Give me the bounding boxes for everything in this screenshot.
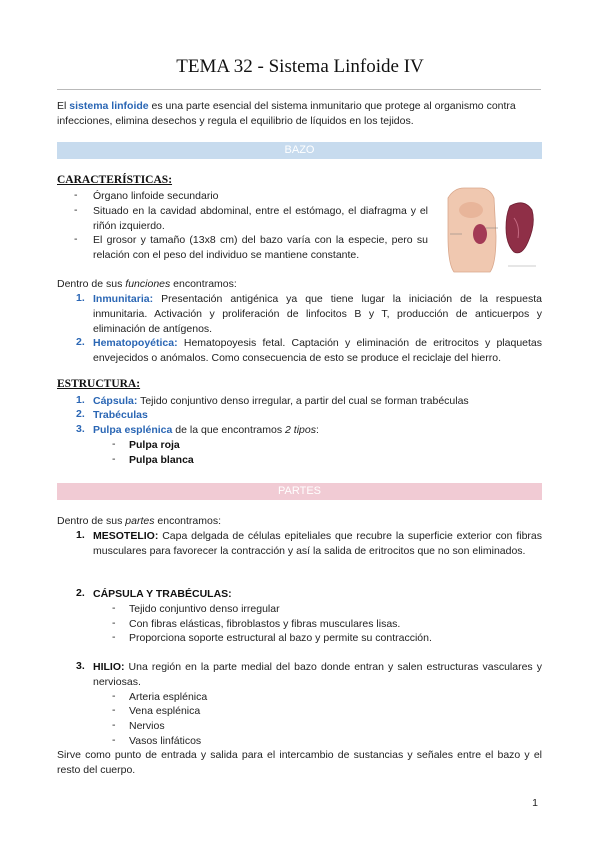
intro-post: es una parte esencial del sistema inmunitario que protege al organismo contra infecciones, elimina desechos y regula el equilibrio de líquidos en los tejidos. — [57, 100, 516, 127]
parte-label: MESOTELIO: — [93, 530, 159, 542]
estructura-text: Tejido conjuntivo denso irregular, a partir del cual se forman trabéculas — [137, 395, 469, 407]
intro-pre: El — [57, 100, 70, 112]
funcion-text: Hematopoyesis fetal. Captación y eliminación de eritrocitos y plaquetas envejecidos o anómalos. Como consecuencia de esto se produce el reciclaje del hierro. — [93, 337, 542, 364]
estructura-label: Cápsula: — [93, 395, 138, 407]
heading-estructura: ESTRUCTURA: — [57, 378, 141, 390]
parte-item — [93, 587, 232, 602]
funcion-label: Hematopoyética: — [93, 337, 178, 349]
estructura-number: 3. — [76, 423, 85, 435]
parte-subitem: Vena esplénica — [129, 705, 201, 717]
estructura-label: Trabéculas — [93, 409, 148, 421]
parte-item — [93, 529, 542, 559]
dash-bullet: - — [112, 690, 116, 702]
parte-item — [93, 660, 542, 690]
funcion-number: 1. — [76, 292, 85, 304]
parte-text: Capa delgada de células epiteliales que recubre la superficie exterior con fibras musculares para favorecer la contracción y así la salida de eritrocitos que no son eliminados. — [93, 530, 542, 557]
parte-subitem: Tejido conjuntivo denso irregular — [129, 603, 280, 615]
funciones-intro-pre: Dentro de sus — [57, 278, 126, 290]
caracteristica-item: Situado en la cavidad abdominal, entre el estómago, el diafragma y el riñón izquierdo. — [93, 205, 428, 232]
caracteristica-item: Órgano linfoide secundario — [93, 190, 219, 202]
parte-subitem: Con fibras elásticas, fibroblastos y fibras musculares lisas. — [129, 618, 401, 630]
funciones-intro-post: encontramos: — [170, 278, 237, 290]
funcion-label: Inmunitaria: — [93, 293, 154, 305]
intro-paragraph — [57, 99, 542, 129]
dash-bullet: - — [112, 438, 116, 450]
funcion-item — [93, 336, 542, 366]
estructura-label: Pulpa esplénica — [93, 424, 173, 436]
estructura-number: 2. — [76, 408, 85, 420]
dash-bullet: - — [112, 617, 116, 629]
dash-bullet: - — [112, 631, 116, 643]
partes-intro-em: partes — [125, 515, 155, 527]
funcion-text: Presentación antigénica ya que tiene lugar la iniciación de la respuesta inmunitaria. Activación y proliferación de linfocitos B y T, producción de anticuerpos y eliminación de antígenos. — [93, 293, 542, 335]
caracteristica-item: El grosor y tamaño (13x8 cm) del bazo varía con la especie, pero su relación con el peso del individuo se mantiene constante. — [93, 234, 428, 261]
parte-number: 3. — [76, 660, 85, 672]
spleen-illustration — [440, 176, 540, 276]
funcion-number: 2. — [76, 336, 85, 348]
parte-subitem: Vasos linfáticos — [129, 735, 202, 747]
partes-intro — [57, 514, 221, 529]
estructura-number: 1. — [76, 394, 85, 406]
parte-text: Una región en la parte medial del bazo donde entran y salen estructuras vasculares y nerviosas. — [93, 661, 542, 688]
estructura-item — [93, 394, 542, 409]
page-number: 1 — [532, 797, 538, 809]
estructura-em: 2 tipos — [285, 424, 316, 436]
parte-number: 1. — [76, 529, 85, 541]
dash-bullet: - — [112, 734, 116, 746]
parte-number: 2. — [76, 587, 85, 599]
funcion-item — [93, 292, 542, 336]
funciones-intro — [57, 277, 237, 292]
dash-bullet: - — [112, 453, 116, 465]
section-bar-partes: PARTES — [57, 483, 542, 500]
heading-caracteristicas: CARACTERÍSTICAS: — [57, 174, 173, 186]
title-divider — [57, 89, 541, 90]
dash-bullet: - — [74, 233, 78, 245]
partes-intro-pre: Dentro de sus — [57, 515, 126, 527]
parte-subitem: Arteria esplénica — [129, 691, 208, 703]
partes-intro-post: encontramos: — [154, 515, 222, 527]
dash-bullet: - — [74, 189, 78, 201]
dash-bullet: - — [112, 704, 116, 716]
pulpa-item: Pulpa blanca — [129, 454, 194, 466]
funciones-intro-em: funciones — [125, 278, 171, 290]
page-title: TEMA 32 - Sistema Linfoide IV — [176, 56, 424, 77]
dash-bullet: - — [112, 719, 116, 731]
parte-label: CÁPSULA Y TRABÉCULAS: — [93, 588, 232, 600]
parte-label: HILIO: — [93, 661, 125, 673]
estructura-text: de la que encontramos — [172, 424, 286, 436]
closing-paragraph: Sirve como punto de entrada y salida para el intercambio de sustancias y señales entre el bazo y el resto del cuerpo. — [57, 749, 542, 776]
parte-subitem: Nervios — [129, 720, 165, 732]
estructura-item — [93, 408, 148, 423]
section-bar-bazo: BAZO — [57, 142, 542, 159]
intro-term: sistema linfoide — [69, 100, 149, 112]
dash-bullet: - — [74, 204, 78, 216]
estructura-tail: : — [315, 424, 319, 436]
estructura-item — [93, 423, 319, 438]
pulpa-item: Pulpa roja — [129, 439, 180, 451]
parte-subitem: Proporciona soporte estructural al bazo y permite su contracción. — [129, 632, 432, 644]
dash-bullet: - — [112, 602, 116, 614]
